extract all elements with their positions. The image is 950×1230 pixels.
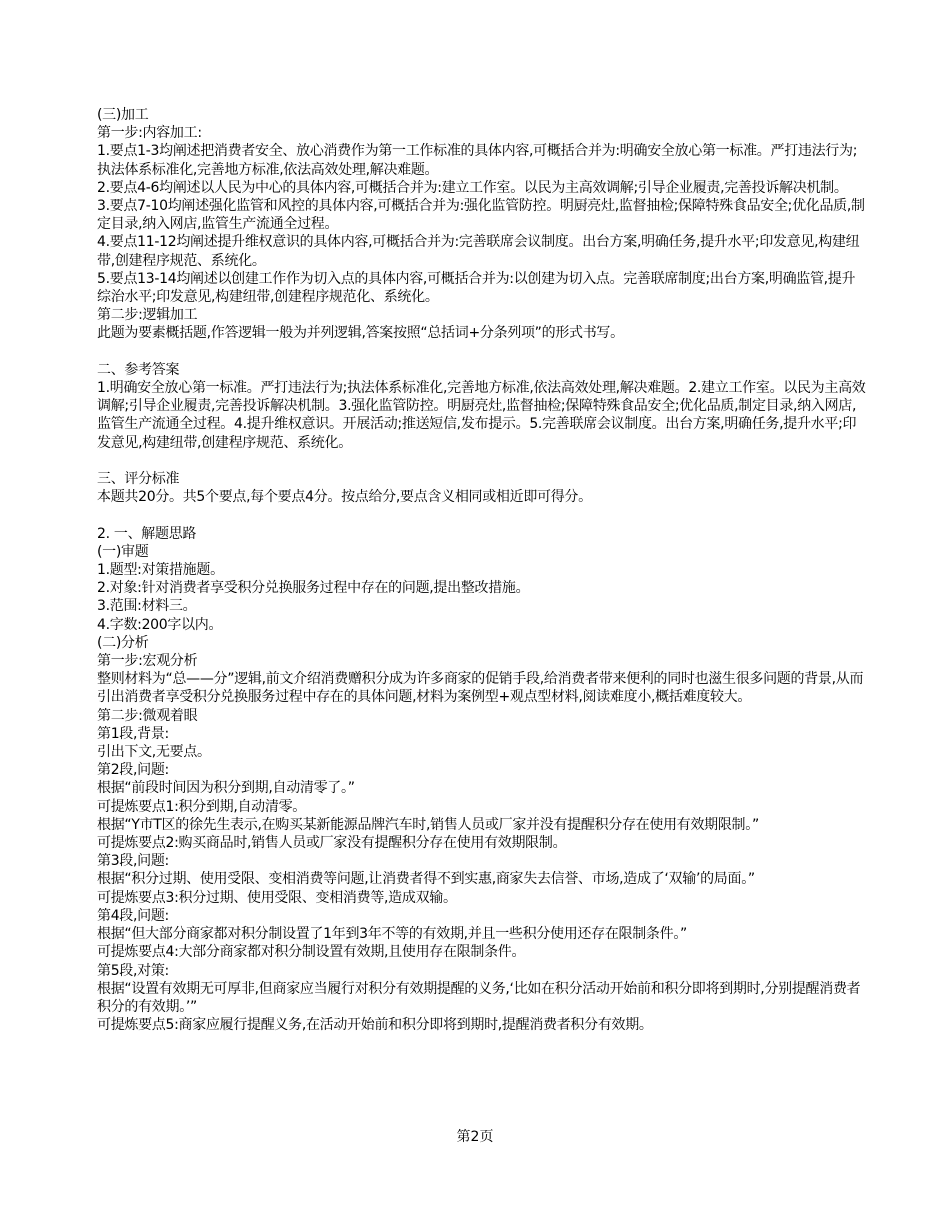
- paragraph: 可提炼要点4:大部分商家都对积分制设置有效期,且使用存在限制条件。: [97, 944, 526, 961]
- paragraph: 第1段,背景:: [97, 725, 169, 742]
- step-heading: 第一步:内容加工:: [97, 125, 202, 142]
- section-heading-scoring: 三、评分标准: [97, 471, 180, 488]
- paragraph: 可提炼要点2:购买商品时,销售人员或厂家没有提醒积分存在使用有效期限制。: [97, 835, 567, 852]
- paragraph: 3.范围:材料三。: [97, 598, 197, 615]
- paragraph: 根据“但大部分商家都对积分制设置了1年到3年不等的有效期,并且一些积分使用还存在限制条件。”: [97, 926, 687, 943]
- blank-line: [97, 452, 867, 470]
- paragraph: 可提炼要点5:商家应履行提醒义务,在活动开始前和积分即将到期时,提醒消费者积分有效期。: [97, 1017, 653, 1034]
- paragraph: 4.字数:200字以内。: [97, 616, 223, 633]
- paragraph: 1.要点1-3均阐述把消费者安全、放心消费作为第一工作标准的具体内容,可概括合并为:明确安全放心第一标准。严打违法行为;执法体系标准化,完善地方标准,依法高效处理,解决难题。: [97, 143, 858, 178]
- paragraph: 5.要点13-14均阐述以创建工作作为切入点的具体内容,可概括合并为:以创建为切入点。完善联席制度;出台方案,明确监管,提升综治水平;印发意见,构建纽带,创建程序规范化、系统化。: [97, 270, 856, 306]
- paragraph: 此题为要素概括题,作答逻辑一般为并列逻辑,答案按照“总括词+分条列项”的形式书写。: [97, 325, 624, 342]
- paragraph: 第3段,问题:: [97, 853, 169, 870]
- paragraph: 根据“积分过期、使用受限、变相消费等问题,让消费者得不到实惠,商家失去信誉、市场,造成了‘双输’的局面。”: [97, 871, 755, 888]
- step-heading: 第一步:宏观分析: [97, 653, 198, 670]
- paragraph: 根据“设置有效期无可厚非,但商家应当履行对积分有效期提醒的义务,‘比如在积分活动开始前和积分即将到期时,分别提醒消费者积分的有效期。’”: [97, 980, 861, 1015]
- paragraph: 可提炼要点1:积分到期,自动清零。: [97, 798, 306, 815]
- paragraph: 整则材料为“总——分”逻辑,前文介绍消费赠积分成为许多商家的促销手段,给消费者带来便利的同时也滋生很多问题的背景,从而引出消费者享受积分兑换服务过程中存在的具体问题,材料为案例型+观点型材料,阅读难度小,概括难度较大。: [97, 671, 864, 706]
- paragraph: 1.明确安全放心第一标准。严打违法行为;执法体系标准化,完善地方标准,依法高效处理,解决难题。2.建立工作室。以民为主高效调解;引导企业履责,完善投诉解决机制。3.强化监管防控。明厨亮灶,监督抽检;保障特殊食品安全;优化品质,制定目录,纳入网店,监管生产流通全过程。4.提升维权意识。开展活动;推送短信,发布提示。5.完善联席会议制度。出台方案,明确任务,提升水平;印发意见,构建纽带,创建程序规范、系统化。: [97, 380, 866, 451]
- paragraph: 引出下文,无要点。: [97, 744, 211, 761]
- document-body: [97, 106, 867, 1034]
- paragraph: 2.要点4-6均阐述以人民为中心的具体内容,可概括合并为:建立工作室。以民为主高效调解;引导企业履责,完善投诉解决机制。: [97, 179, 848, 196]
- question-heading: 2. 一、解题思路: [97, 525, 197, 542]
- paragraph: 本题共20分。共5个要点,每个要点4分。按点给分,要点含义相同或相近即可得分。: [97, 489, 592, 506]
- paragraph: 根据“前段时间因为积分到期,自动清零了。”: [97, 780, 355, 797]
- step-heading: 第二步:微观着眼: [97, 707, 198, 724]
- paragraph: 可提炼要点3:积分过期、使用受限、变相消费等,造成双输。: [97, 889, 457, 906]
- step-heading: 第二步:逻辑加工: [97, 307, 198, 324]
- page-number: 第2页: [456, 1129, 494, 1145]
- paragraph: 第5段,对策:: [97, 962, 169, 979]
- subsection-heading: (一)审题: [97, 543, 149, 560]
- paragraph: 第2段,问题:: [97, 762, 169, 779]
- paragraph: 第4段,问题:: [97, 907, 169, 924]
- paragraph: 2.对象:针对消费者享受积分兑换服务过程中存在的问题,提出整改措施。: [97, 580, 530, 597]
- section-heading-reference-answer: 二、参考答案: [97, 361, 180, 378]
- paragraph: 1.题型:对策措施题。: [97, 562, 224, 579]
- paragraph: 3.要点7-10均阐述强化监管和风控的具体内容,可概括合并为:强化监管防控。明厨亮灶,监督抽检;保障特殊食品安全;优化品质,制定目录,纳入网店,监管生产流通全过程。: [97, 198, 865, 233]
- paragraph: 根据“Y市T区的徐先生表示,在购买某新能源品牌汽车时,销售人员或厂家并没有提醒积分存在使用有效期限制。”: [97, 816, 759, 833]
- blank-line: [97, 343, 867, 361]
- paragraph: 4.要点11-12均阐述提升维权意识的具体内容,可概括合并为:完善联席会议制度。出台方案,明确任务,提升水平;印发意见,构建纽带,创建程序规范、系统化。: [97, 234, 860, 269]
- subsection-heading: (二)分析: [97, 634, 149, 651]
- blank-line: [97, 506, 867, 524]
- section-heading-processing: (三)加工: [97, 107, 149, 123]
